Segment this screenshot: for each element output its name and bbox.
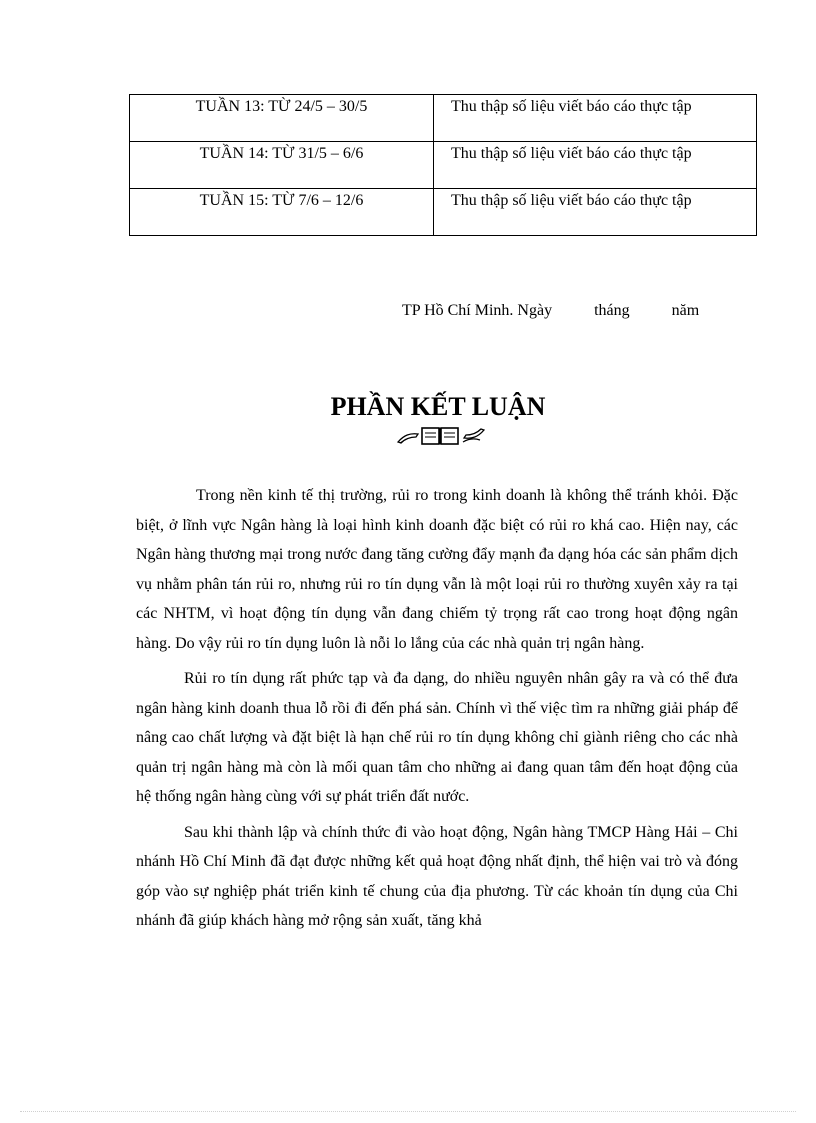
date-month: tháng [594, 302, 630, 319]
task-label: Thu thập số liệu viết báo cáo thực tập [451, 192, 692, 209]
task-cell [434, 95, 757, 142]
paragraph: Rủi ro tín dụng rất phức tạp và đa dạng, do nhiều nguyên nhân gây ra và có thể đưa ngân hàng kinh doanh thua lỗ rồi đi đến phá sản. Chính vì thế việc tìm ra những giải pháp để nâng cao chất lượng và đặt biệt là hạn chế rủi ro tín dụng không chỉ giành riêng cho các nhà quản trị ngân hàng mà còn là mối quan tâm cho những ai đang quan tâm đến hoạt động của hệ thống ngân hàng cùng với sự phát triển đất nước. [136, 670, 738, 805]
week-label: TUẦN 13: TỪ 24/5 – 30/5 [195, 98, 368, 115]
date-year: năm [671, 302, 700, 319]
internship-schedule-table [129, 94, 757, 236]
table-row [130, 189, 757, 236]
task-cell [434, 142, 757, 189]
table-row [130, 95, 757, 142]
week-label: TUẦN 14: TỪ 31/5 – 6/6 [199, 145, 364, 162]
book-and-quill-ornament-icon [396, 425, 486, 447]
week-cell [130, 189, 434, 236]
section-heading: PHẦN KẾT LUẬN [330, 392, 546, 421]
task-label: Thu thập số liệu viết báo cáo thực tập [451, 145, 692, 162]
paragraph: Sau khi thành lập và chính thức đi vào hoạt động, Ngân hàng TMCP Hàng Hải – Chi nhánh Hồ Chí Minh đã đạt được những kết quả hoạt động nhất định, thể hiện vai trò và đóng góp vào sự nghiệp phát triển kinh tế chung của địa phương. Từ các khoản tín dụng của Chi nhánh đã giúp khách hàng mở rộng sản xuất, tăng khả [136, 823, 738, 929]
table-row [130, 142, 757, 189]
week-label: TUẦN 15: TỪ 7/6 – 12/6 [199, 192, 364, 209]
date-place: TP Hồ Chí Minh. Ngày [402, 302, 553, 319]
paragraph: Trong nền kinh tế thị trường, rủi ro trong kinh doanh là không thể tránh khỏi. Đặc biệt, ở lĩnh vực Ngân hàng là loại hình kinh doanh đặc biệt có rủi ro khá cao. Hiện nay, các Ngân hàng thương mại trong nước đang tăng cường đẩy mạnh đa dạng hóa các sản phẩm dịch vụ nhằm phân tán rủi ro, nhưng rủi ro tín dụng vẫn là một loại rủi ro thường xuyên xảy ra tại các NHTM, vì hoạt động tín dụng vẫn đang chiếm tỷ trọng rất cao trong hoạt động ngân hàng. Do vậy rủi ro tín dụng luôn là nỗi lo lắng của các nhà quản trị ngân hàng. [136, 487, 738, 652]
task-label: Thu thập số liệu viết báo cáo thực tập [451, 98, 692, 115]
task-cell [434, 189, 757, 236]
week-cell [130, 142, 434, 189]
conclusion-body [136, 481, 738, 942]
week-cell [130, 95, 434, 142]
page-bottom-rule [20, 1111, 796, 1112]
date-line [402, 300, 699, 322]
